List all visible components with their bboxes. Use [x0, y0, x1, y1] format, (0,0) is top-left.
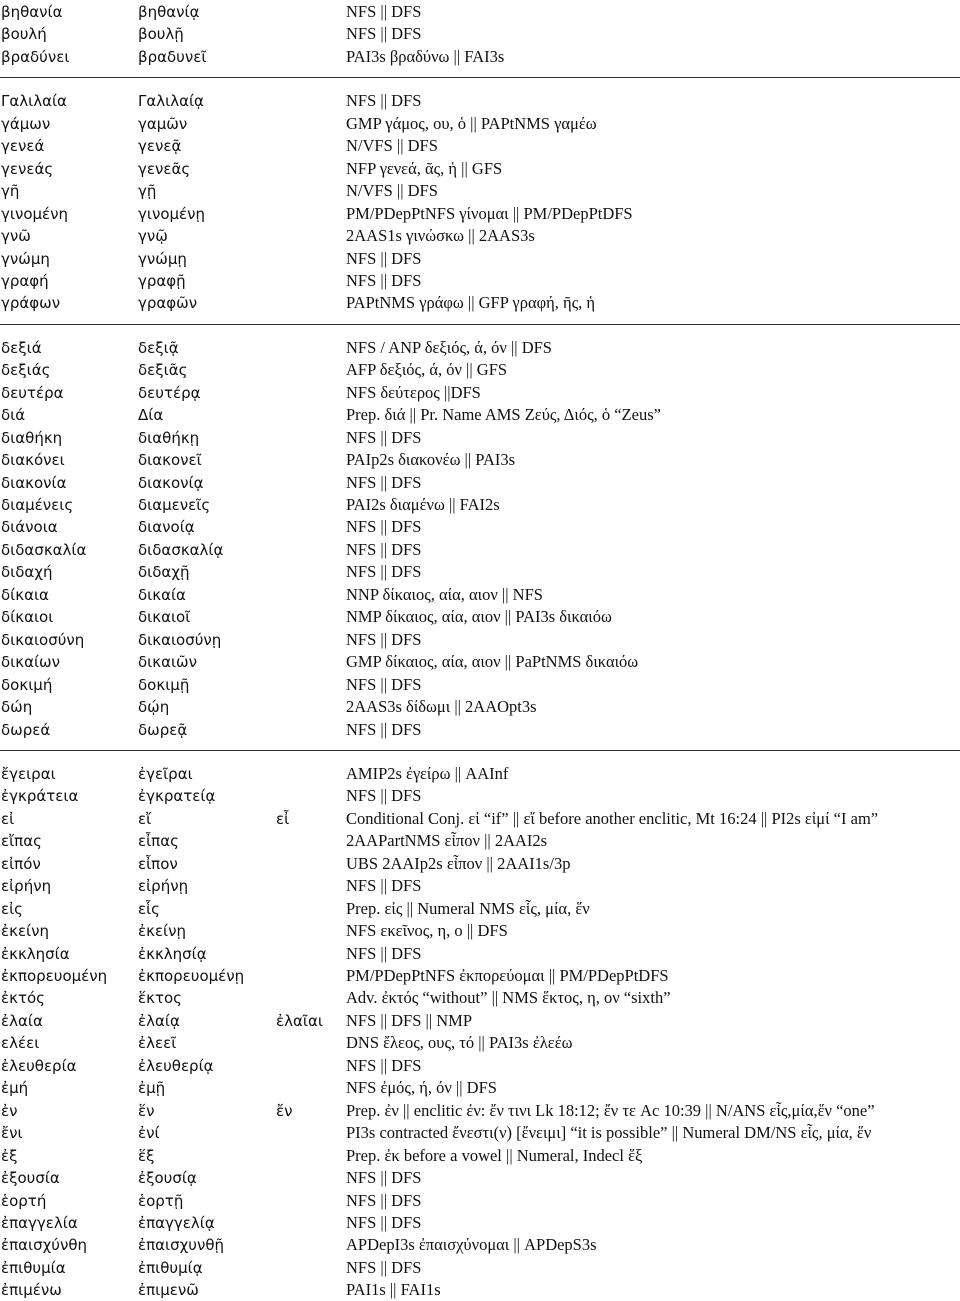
headword: γνῶ [1, 227, 31, 246]
headword: εἴπας [1, 832, 42, 851]
table-row [0, 830, 960, 852]
inflected-form: ἕκτος [138, 989, 182, 1008]
headword: γενεάς [1, 159, 54, 178]
table-row [0, 1234, 960, 1256]
inflected-form: εἴ [138, 809, 152, 828]
inflected-form: ἕν [138, 1101, 155, 1120]
inflected-form: ἐκκλησίᾳ [138, 944, 207, 963]
parsing: NFS || DFS [346, 517, 422, 537]
inflected-form: ἐγκρατείᾳ [138, 787, 216, 806]
inflected-form: γῇ [138, 182, 157, 201]
inflected-form: δικαία [138, 585, 186, 604]
parsing: AMIP2s ἐγείρω || AAInf [346, 763, 509, 783]
headword: διακόνει [1, 451, 65, 470]
parsing: NFP γενεά, ᾶς, ἡ || GFS [346, 158, 503, 178]
table-row [0, 449, 960, 471]
table-row [0, 472, 960, 494]
parsing: NFS || DFS [346, 876, 422, 896]
inflected-form: γινομένῃ [138, 204, 206, 223]
headword: γράφων [1, 294, 61, 313]
headword: δωρεά [1, 720, 51, 739]
headword: εἰ [1, 809, 15, 828]
headword: δικαίων [1, 653, 60, 672]
headword: ἑορτή [1, 1191, 47, 1210]
parsing: NFS || DFS || NMP [346, 1010, 473, 1030]
parsing: PAI1s || FAI1s [346, 1280, 441, 1300]
headword: βηθανία [1, 3, 63, 21]
inflected-form: εἶπας [138, 832, 179, 851]
table-row [0, 225, 960, 247]
section-divider [0, 324, 960, 325]
table-row [0, 763, 960, 785]
headword: γνώμη [1, 249, 50, 268]
headword: δευτέρα [1, 383, 64, 402]
table-row [0, 23, 960, 45]
parsing: PI3s contracted ἔνεστι(ν) [ἔνειμι] “it is possible” || Numeral DM/NS εἷς, μία, ἕν [346, 1123, 872, 1143]
parsing: Prep. διά || Pr. Name AMS Ζεύς, Διός, ὁ “Zeus” [346, 405, 661, 425]
headword: ἔγειραι [1, 764, 56, 783]
headword: ἐλευθερία [1, 1056, 77, 1075]
headword: εἰς [1, 899, 23, 918]
inflected-form: γνώμῃ [138, 249, 187, 268]
inflected-form: ἐπαισχυνθῇ [138, 1236, 225, 1255]
parsing: NFS || DFS [346, 1168, 422, 1188]
table-row [0, 1145, 960, 1167]
inflected-form: Δία [138, 406, 164, 425]
inflected-form: γραφῶν [138, 294, 198, 313]
parsing: NFS || DFS [346, 943, 422, 963]
parsing: N/VFS || DFS [346, 136, 438, 156]
table-row [0, 965, 960, 987]
headword: διαμένεις [1, 496, 74, 514]
table-row [0, 719, 960, 741]
parsing: Prep. ἐν || enclitic ἐν: ἔν τινι Lk 18:12; ἔν τε Ac 10:39 || N/ANS εἷς,μία,ἕν “one” [346, 1100, 875, 1120]
headword: ἐν [1, 1101, 18, 1120]
inflected-form: δωρεᾷ [138, 720, 188, 739]
headword: γινομένη [1, 204, 69, 223]
headword: γάμων [1, 114, 51, 133]
headword: γῆ [1, 182, 20, 201]
table-row [0, 1, 960, 23]
inflected-form: γραφῇ [138, 271, 186, 290]
headword: Γαλιλαία [1, 92, 67, 111]
parsing: 2AAS1s γινώσκω || 2AAS3s [346, 226, 535, 246]
headword: διαθήκη [1, 428, 63, 447]
table-row [0, 875, 960, 897]
table-row [0, 898, 960, 920]
table-row [0, 516, 960, 538]
section-divider [0, 77, 960, 78]
headword: διακονία [1, 473, 67, 492]
inflected-form: βηθανίᾳ [138, 3, 200, 21]
parsing: PM/PDepPtNFS ἐκπορεύομαι || PM/PDepPtDFS [346, 966, 669, 985]
table-row [0, 404, 960, 426]
inflected-form: δικαιῶν [138, 653, 197, 672]
parsing: APDepI3s ἐπαισχύνομαι || APDepS3s [346, 1235, 597, 1255]
inflected-form: δεξιᾷ [138, 338, 179, 357]
inflected-form: δεξιᾶς [138, 361, 188, 380]
inflected-form: Γαλιλαίᾳ [138, 92, 204, 111]
variant-form: εἶ [276, 809, 290, 828]
variant-form: ἔν [276, 1101, 293, 1120]
table-row [0, 135, 960, 157]
table-row [0, 651, 960, 673]
parsing: NNP δίκαιος, αία, αιον || NFS [346, 584, 543, 604]
parsing: NFS || DFS [346, 1055, 422, 1075]
headword: ἐκπορευομένη [1, 967, 108, 985]
table-row [0, 696, 960, 718]
parsing: NFS || DFS [346, 270, 422, 290]
table-row [0, 987, 960, 1009]
inflected-form: διδαχῇ [138, 563, 190, 582]
headword: ἐκείνη [1, 922, 50, 941]
table-row [0, 1032, 960, 1054]
inflected-form: ἐπιθυμίᾳ [138, 1258, 203, 1277]
headword: εἰπόν [1, 854, 41, 873]
table-row [0, 853, 960, 875]
table-row [0, 606, 960, 628]
headword: ἐπαισχύνθη [1, 1236, 88, 1255]
parsing: NFS / ANP δεξιός, ά, όν || DFS [346, 337, 552, 357]
table-row [0, 674, 960, 696]
headword: διάνοια [1, 518, 58, 537]
table-row [0, 629, 960, 651]
table-row [0, 359, 960, 381]
inflected-form: ἐμῇ [138, 1079, 166, 1098]
headword: δικαιοσύνη [1, 630, 85, 649]
headword: εἰρήνη [1, 877, 52, 896]
table-row [0, 203, 960, 225]
inflected-form: δευτέρᾳ [138, 383, 201, 402]
parsing: NFS || DFS [346, 786, 422, 806]
parsing: NFS || DFS [346, 427, 422, 447]
inflected-form: ἐκείνῃ [138, 922, 187, 941]
headword: δίκαιοι [1, 608, 54, 627]
headword: ἔνι [1, 1124, 23, 1143]
inflected-form: γνῷ [138, 227, 168, 246]
parsing: PAIp2s διακονέω || PAI3s [346, 450, 516, 470]
table-row [0, 561, 960, 583]
table-row [0, 785, 960, 807]
section-divider [0, 750, 960, 751]
table-row [0, 1010, 960, 1032]
parsing: NFS δεύτερος ||DFS [346, 382, 481, 402]
table-row [0, 270, 960, 292]
inflected-form: ἑορτῇ [138, 1191, 184, 1210]
inflected-form: ἐξουσίᾳ [138, 1169, 197, 1188]
headword: ἐξ [1, 1146, 18, 1165]
table-row [0, 292, 960, 314]
parsing: NFS || DFS [346, 248, 422, 268]
headword: διδαχή [1, 563, 53, 582]
headword: ελέει [1, 1034, 40, 1053]
headword: ἐξουσία [1, 1169, 60, 1188]
table-row [0, 1055, 960, 1077]
parsing: NFS || DFS [346, 24, 422, 44]
parsing: NFS || DFS [346, 539, 422, 559]
inflected-form: εἶπον [138, 854, 178, 873]
table-row [0, 1122, 960, 1144]
inflected-form: ἐλεεῖ [138, 1034, 177, 1053]
parsing: PM/PDepPtNFS γίνομαι || PM/PDepPtDFS [346, 203, 633, 223]
headword: διδασκαλία [1, 540, 87, 559]
table-row [0, 943, 960, 965]
parsing: UBS 2AAIp2s εἶπον || 2AAI1s/3p [346, 853, 571, 873]
headword: γενεά [1, 137, 45, 156]
inflected-form: γενεᾶς [138, 159, 191, 178]
parsing: NFS || DFS [346, 562, 422, 582]
table-row [0, 46, 960, 68]
parsing: NFS || DFS [346, 1190, 422, 1210]
inflected-form: ἕξ [138, 1146, 155, 1165]
inflected-form: διαμενεῖς [138, 496, 211, 514]
inflected-form: βραδυνεῖ [138, 47, 207, 66]
headword: βουλή [1, 25, 47, 44]
headword: γραφή [1, 271, 49, 290]
inflected-form: δικαιοῖ [138, 608, 191, 627]
headword: δεξιάς [1, 361, 51, 380]
variant-form: ἐλαῖαι [276, 1011, 323, 1030]
headword: δεξιά [1, 338, 42, 357]
table-row [0, 539, 960, 561]
headword: ἐκτός [1, 989, 45, 1008]
parsing: NFS || DFS [346, 1212, 422, 1232]
inflected-form: δῴη [138, 698, 170, 717]
parsing: N/VFS || DFS [346, 181, 438, 201]
headword: ἐπιμένω [1, 1281, 62, 1300]
headword: δίκαια [1, 585, 49, 604]
table-row [0, 90, 960, 112]
parsing: PAI2s διαμένω || FAI2s [346, 495, 500, 514]
parsing: NFS εκεῖνος, η, ο || DFS [346, 921, 508, 941]
table-row [0, 1167, 960, 1189]
table-row [0, 113, 960, 135]
headword: ἐγκράτεια [1, 787, 79, 806]
headword: ἐκκλησία [1, 944, 70, 963]
parsing: Prep. εἰς || Numeral NMS εἷς, μία, ἕν [346, 898, 590, 918]
parsing: NFS ἐμός, ή, όν || DFS [346, 1078, 497, 1098]
parsing: NFS || DFS [346, 2, 422, 21]
parsing: NFS || DFS [346, 674, 422, 694]
parsing: PAI3s βραδύνω || FAI3s [346, 46, 505, 66]
inflected-form: γενεᾷ [138, 137, 182, 156]
inflected-form: δοκιμῇ [138, 675, 190, 694]
parsing: NFS || DFS [346, 472, 422, 492]
inflected-form: διακονεῖ [138, 451, 202, 470]
inflected-form: διανοίᾳ [138, 518, 195, 537]
parsing: NFS || DFS [346, 629, 422, 649]
parsing: 2AAS3s δίδωμι || 2AAOpt3s [346, 697, 537, 717]
parsing: Conditional Conj. εἰ “if” || εἴ before another enclitic, Mt 16:24 || PI2s εἰμί “I am” [346, 808, 879, 828]
inflected-form: διδασκαλίᾳ [138, 540, 224, 559]
inflected-form: ἐπιμενῶ [138, 1281, 199, 1300]
table-row [0, 1212, 960, 1234]
table-row [0, 1257, 960, 1279]
table-row [0, 1100, 960, 1122]
headword: ἐπαγγελία [1, 1213, 78, 1232]
headword: ἐλαία [1, 1011, 43, 1030]
table-row [0, 248, 960, 270]
inflected-form: ἐκπορευομένῃ [138, 967, 245, 985]
parsing: NFS || DFS [346, 91, 422, 111]
inflected-form: ἐγεῖραι [138, 764, 193, 783]
inflected-form: εἷς [138, 899, 160, 918]
parsing: AFP δεξιός, ά, όν || GFS [346, 360, 508, 380]
headword: δώη [1, 698, 33, 717]
headword: διά [1, 406, 26, 425]
headword: ἐμή [1, 1079, 29, 1098]
parsing: 2AAPartNMS εἶπον || 2AAI2s [346, 831, 548, 851]
inflected-form: εἰρήνῃ [138, 877, 189, 896]
inflected-form: δικαιοσύνῃ [138, 630, 222, 649]
inflected-form: διακονίᾳ [138, 473, 204, 492]
parsing: GMP γάμος, ου, ὁ || PAPtNMS γαμέω [346, 113, 597, 133]
table-row [0, 382, 960, 404]
table-row [0, 1190, 960, 1212]
headword: ἐπιθυμία [1, 1258, 66, 1277]
headword: δοκιμή [1, 675, 53, 694]
parsing: NFS || DFS [346, 1257, 422, 1277]
table-row [0, 427, 960, 449]
table-row [0, 337, 960, 359]
inflected-form: διαθήκῃ [138, 428, 200, 447]
parsing: NMP δίκαιος, αία, αιον || PAI3s δικαιόω [346, 607, 612, 627]
inflected-form: ἐλαίᾳ [138, 1011, 180, 1030]
table-row [0, 1077, 960, 1099]
parsing: GMP δίκαιος, αία, αιον || PaPtNMS δικαιόω [346, 652, 639, 672]
table-row [0, 808, 960, 830]
table-row [0, 584, 960, 606]
inflected-form: ἐπαγγελίᾳ [138, 1213, 215, 1232]
table-row [0, 180, 960, 202]
table-row [0, 494, 960, 516]
parsing: Adv. ἐκτός “without” || NMS ἕκτος, η, ον “sixth” [346, 988, 671, 1008]
inflected-form: ἐνί [138, 1124, 160, 1143]
parsing: PAPtNMS γράφω || GFP γραφή, ῆς, ἡ [346, 293, 596, 313]
parsing: DNS ἔλεος, ους, τό || PAI3s ἐλεέω [346, 1033, 573, 1053]
parsing: Prep. ἐκ before a vowel || Numeral, Indecl ἕξ [346, 1145, 643, 1165]
table-row [0, 158, 960, 180]
table-row [0, 920, 960, 942]
inflected-form: βουλῇ [138, 25, 184, 44]
inflected-form: ἐλευθερίᾳ [138, 1056, 214, 1075]
parsing: NFS || DFS [346, 719, 422, 739]
headword: βραδύνει [1, 47, 70, 66]
inflected-form: γαμῶν [138, 114, 188, 133]
